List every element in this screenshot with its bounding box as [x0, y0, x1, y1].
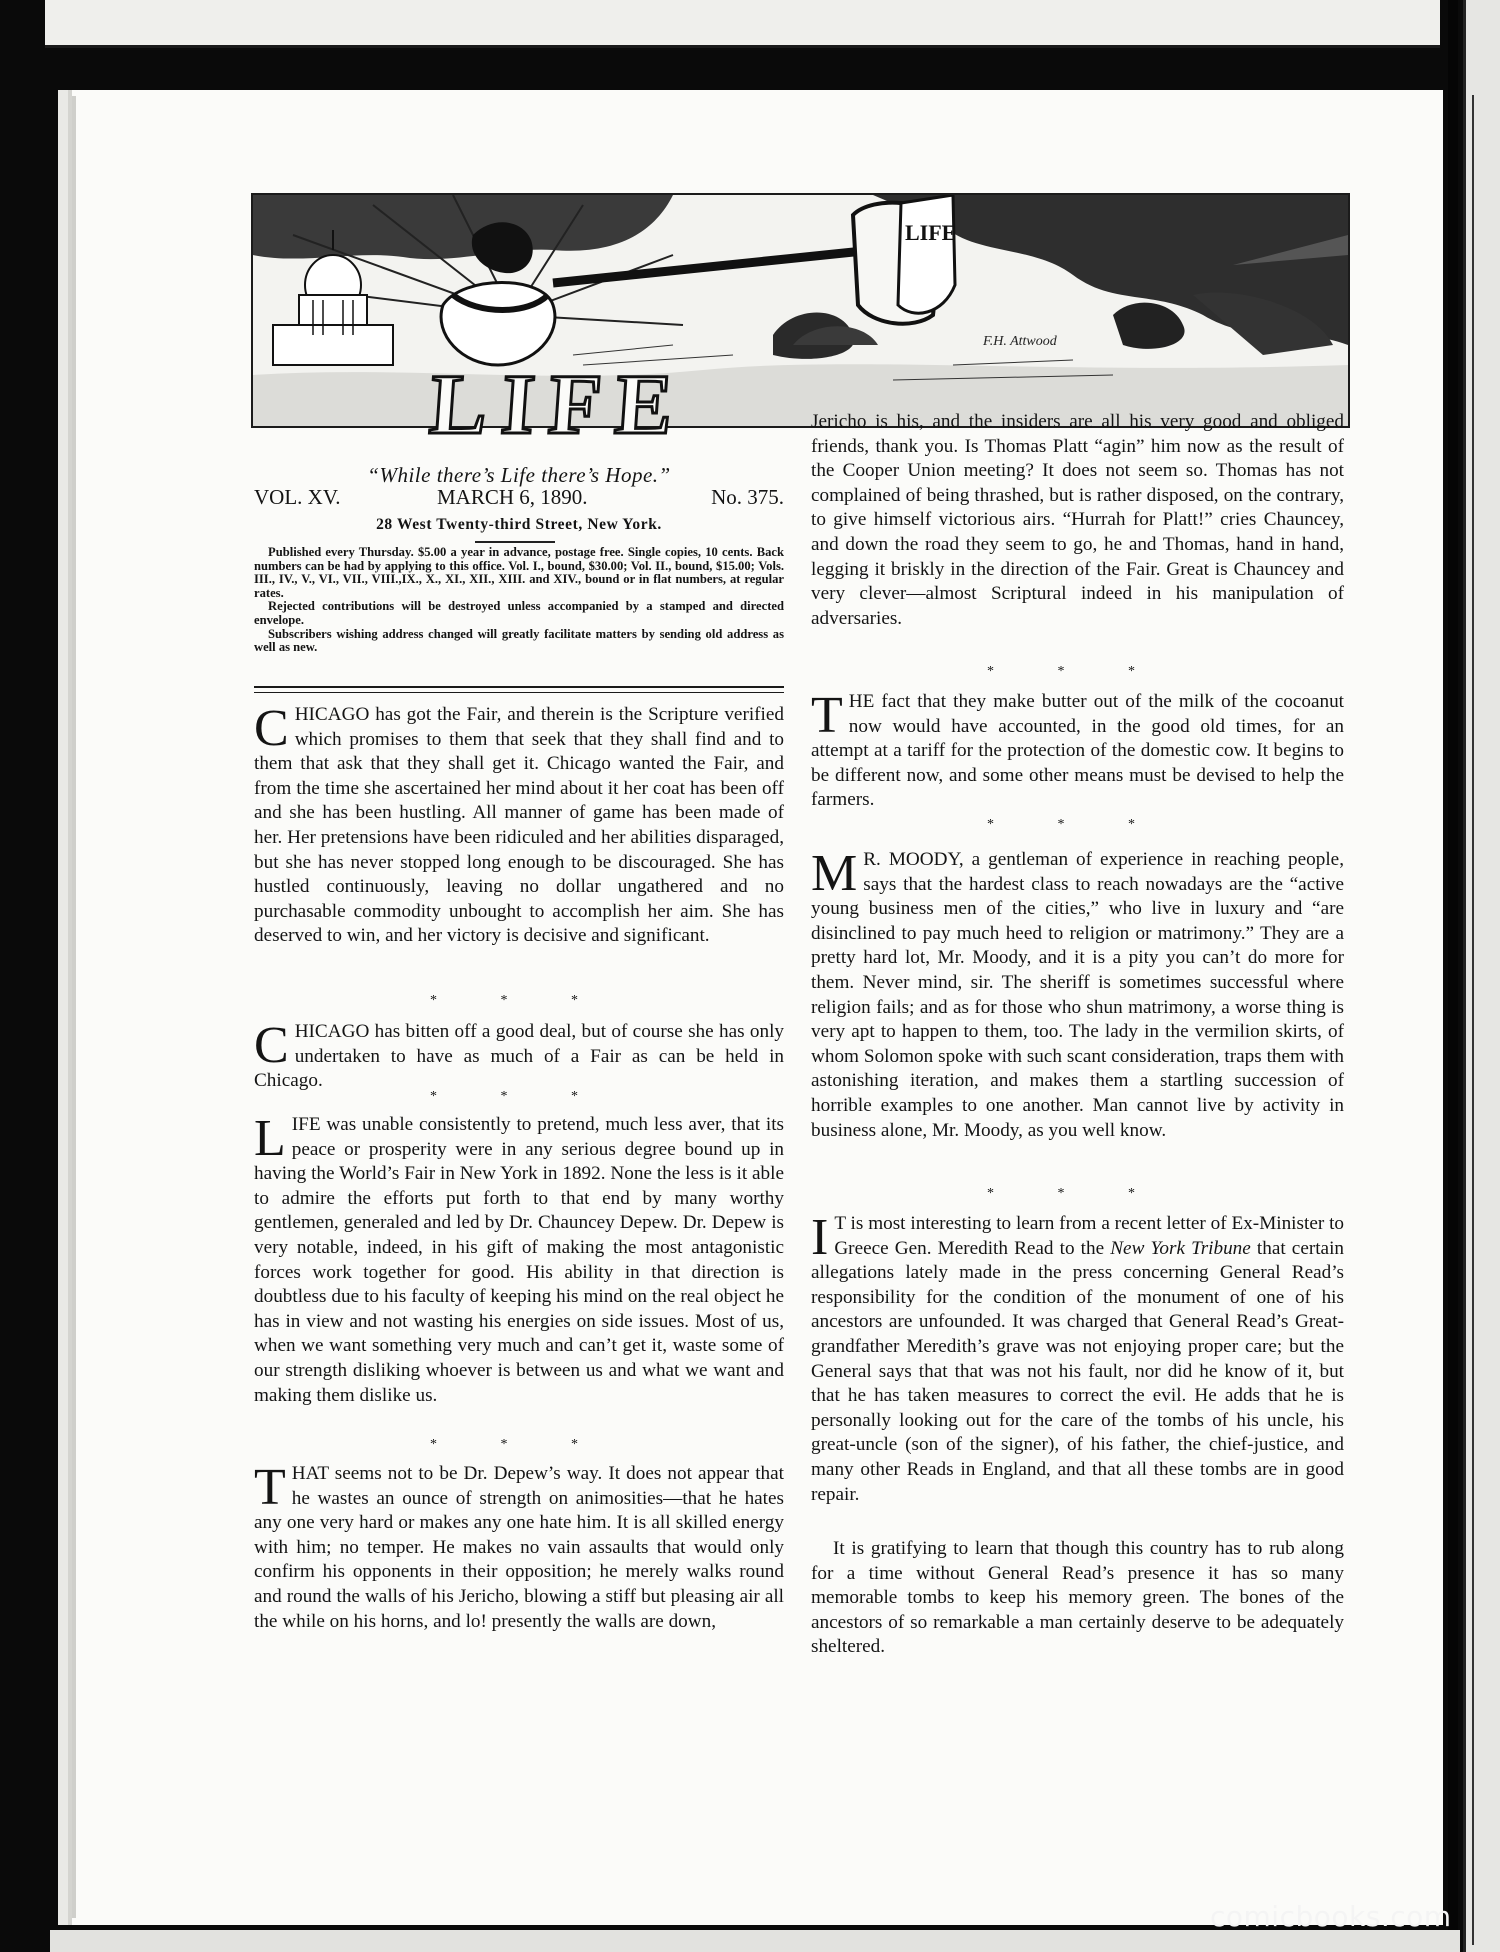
- section-separator: * * *: [987, 1186, 1165, 1201]
- terms-publication: Published every Thursday. $5.00 a year in advance, postage free. Single copies, 10 cents. Back numbers can be had by applying to this office. Vol. I., bound, $30.00; Vol. II., bound, $15.00; Vols. III., IV., V., VI., VII., VIII.,IX., X., XI., XII., XIII. and XIV., bound or in flat numbers, at regular rates.: [254, 545, 784, 600]
- terms-subscribers: Subscribers wishing address changed will greatly facilitate matters by sending old address as well as new.: [254, 626, 784, 655]
- editorial-tombs: It is gratifying to learn that though this country has to rub along for a time without General Read’s presence it has so many memorable tombs to keep his memory green. The bones of the ancestors of so remarkable a man certainly deserve to be adequately sheltered.: [811, 1538, 1344, 1658]
- issue-number: No. 375.: [711, 485, 784, 509]
- life-logo: LIFE: [426, 356, 691, 452]
- publisher-address: 28 West Twenty-third Street, New York.: [376, 516, 662, 533]
- section-separator: * * *: [987, 664, 1165, 679]
- next-page-edge: [1463, 0, 1500, 1952]
- drop-cap: C: [254, 700, 289, 757]
- previous-page-edge: [45, 0, 1440, 48]
- subscription-terms: [254, 546, 784, 655]
- editorial-chicago-bitten: CHICAGO has bitten off a good deal, but of course she has only undertaken to have as much of a Fair as can be held in Chicago.: [254, 1017, 784, 1092]
- drop-cap: T: [254, 1459, 286, 1516]
- section-separator: * * *: [987, 817, 1165, 832]
- double-rule: [254, 686, 784, 693]
- editorial-cocoanut-butter: THE fact that they make butter out of the milk of the cocoanut now would have accounted, in the good old times, for an attempt at a tariff for the protection of the domestic cow. It begins to be different now, and some other means must be devised to help the farmers.: [811, 687, 1344, 811]
- section-separator: * * *: [430, 1437, 608, 1452]
- masthead-illustration: [251, 193, 1350, 428]
- drop-cap: L: [254, 1110, 286, 1167]
- editorial-jericho-platt: Jericho is his, and the insiders are all his very good and obliged friends, thank you. Is Thomas Platt “agin” him now as the result of the Cooper Union meeting? It does not seem so. Thomas has not complained of being thrashed, but is rather disposed, on the contrary, to give himself victorious airs. “Hurrah for Platt!” cries Chauncey, and down the road they seem to go, he and Thomas, hand in hand, legging it briskly in the direction of the Fair. Great is Chauncey and very clever—almost Scriptural indeed in his manipulation of adversaries.: [811, 411, 1344, 629]
- editorial-meredith-read: I T is most interesting to learn from a recent letter of Ex-Minister to Greece Gen. Meredith Read to the New York Tribune that certain allegations lately made in the press concerning General Read’s responsibility for the condition of the monument of one of his ancestors are unfounded. It was charged that General Read’s Great-grandfather Meredith’s grave was not enjoying proper care; but the General says that that was not his fault, nor did he know of it, but that he has taken measures to correct the evil. He adds that he is personally looking out for the care of the tombs of his uncle, his great-uncle (son of the signer), of his father, the chief-justice, and many other Reads in England, and that all these tombs are in good repair.: [811, 1209, 1345, 1505]
- svg-text:LIFE: LIFE: [905, 220, 957, 245]
- site-watermark: comicbooks.com: [1210, 1900, 1452, 1933]
- drop-cap: C: [254, 1017, 289, 1074]
- masthead-drawing: [253, 195, 1348, 426]
- editorial-mr-moody: M R. MOODY, a gentleman of experience in reaching people, says that the hardest class to reach nowadays are the “active young business men of the cities,” who live in luxury and “are disinclined to pay much heed to religion or matrimony.” They are a pretty hard lot, Mr. Moody, and it is a pity you can’t do more for them. Never mind, sir. The sheriff is sometimes successful where religion fails; and as for those who shun matrimony, a worse thing is very apt to happen to them, too. The lady in the vermilion skirts, of whom Solomon spoke with such scant consideration, traps them with astonishing iteration, and makes them a startling succession of horrible examples to one another. Man cannot live by activity in business alone, Mr. Moody, as you well know.: [811, 845, 1344, 1141]
- newspaper-title: New York Tribune: [1110, 1237, 1251, 1259]
- motto: “While there’s Life there’s Hope.”: [367, 463, 671, 487]
- drop-cap: M: [811, 845, 858, 902]
- terms-contributions: Rejected contributions will be destroyed unless accompanied by a stamped and directed envelope.: [254, 599, 784, 627]
- issue-line: [254, 485, 784, 513]
- editorial-depew-way: THAT seems not to be Dr. Depew’s way. It does not appear that he wastes an ounce of strength on animosities—that he hates any one very hard or makes any one hate him. It is all skilled energy with him; no temper. He makes no vain assaults that would only confirm his opponents in their opposition; he merely walks round and round the walls of his Jericho, blowing a stiff but pleasing air all the while on his horns, and lo! presently the walls are down,: [254, 1459, 784, 1632]
- editorial-chicago-fair: CHICAGO has got the Fair, and therein is the Scripture verified which promises to them that seek that they shall find and to them that ask that they shall get it. Chicago wanted the Fair, and from the time she ascertained her mind about it her coat has been off and she has been hustling. All manner of game has been made of her. Her pretensions have been ridiculed and her abilities disparaged, but she has never stopped long enough to be discouraged. She has hustled continuously, leaving no dollar ungathered and no purchasable commodity unbought to accomplish her aim. She has deserved to win, and her victory is decisive and significant.: [254, 700, 784, 947]
- section-separator: * * *: [430, 993, 608, 1008]
- section-separator: * * *: [430, 1089, 608, 1104]
- drop-cap: T: [811, 687, 843, 744]
- drop-cap: I: [811, 1209, 829, 1266]
- svg-text:F.H. Attwood: F.H. Attwood: [983, 334, 1057, 349]
- volume: VOL. XV.: [254, 485, 341, 509]
- bottom-page-edge: [50, 1930, 1460, 1952]
- issue-date: MARCH 6, 1890.: [437, 485, 588, 509]
- editorial-life-depew: LIFE was unable consistently to pretend, much less aver, that its peace or prosperity were in any serious degree bound up in having the World’s Fair in New York in 1892. None the less is it able to admire the efforts put forth to that end by many worthy gentlemen, generaled and led by Dr. Chauncey Depew. Dr. Depew is very notable, indeed, in his gift of making the most antagonistic forces work together for good. His ability in that direction is doubtless due to his faculty of keeping his mind on the real object he has in view and not wasting his energies on side issues. Most of us, when we want something very much and can’t get it, waste some of our strength disliking whoever is between us and what we want and making them dislike us.: [254, 1110, 784, 1406]
